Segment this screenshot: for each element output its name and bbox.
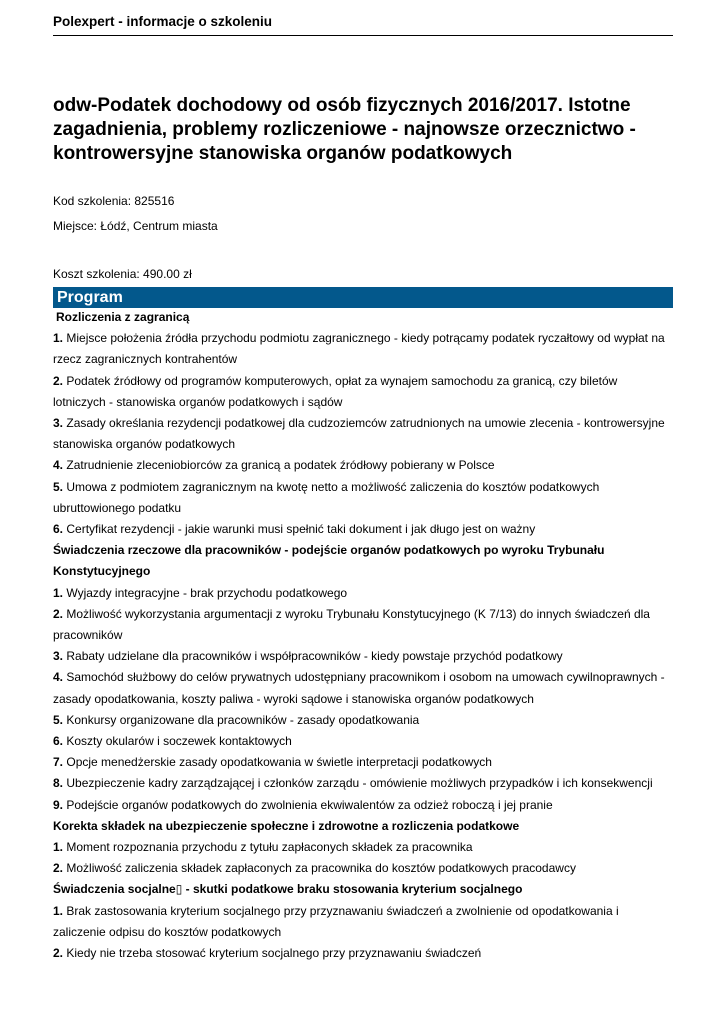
item-number: 2. [53,606,64,621]
item-number: 6. [53,734,64,749]
list-item [53,667,673,709]
item-text: Kiedy nie trzeba stosować kryterium socjalnego przy przyznawaniu świadczeń [66,946,482,961]
list-item [53,901,673,943]
list-item [53,413,673,455]
course-cost: Koszt szkolenia: 490.00 zł [53,267,192,281]
item-text: Zasady określania rezydencji podatkowej dla cudzoziemców zatrudnionych na umowie zlecenia - kontrowersyjne stanowiska organów podatkowych [53,416,665,452]
item-text: Opcje menedżerskie zasady opodatkowania w świetle interpretacji podatkowych [66,755,492,770]
list-item [53,371,673,413]
list-item [53,710,673,731]
item-text: Certyfikat rezydencji - jakie warunki musi spełnić taki dokument i jak długo jest on ważny [66,522,536,537]
item-number: 1. [53,903,64,918]
item-number: 6. [53,522,64,537]
item-text: Wyjazdy integracyjne - brak przychodu podatkowego [66,585,348,600]
header-divider [53,35,673,36]
item-text: Podejście organów podatkowych do zwolnienia ekwiwalentów za odzież roboczą i jej pranie [66,797,553,812]
course-title: odw-Podatek dochodowy od osób fizycznych 2016/2017. Istotne zagadnienia, problemy rozliczeniowe - najnowsze orzecznictwo - kontrowersyjne stanowiska organów podatkowych [53,95,636,164]
list-item [53,646,673,667]
item-number: 4. [53,458,64,473]
item-number: 5. [53,712,64,727]
section-heading: Rozliczenia z zagranicą [56,310,190,324]
item-number: 2. [53,861,64,876]
item-number: 2. [53,373,64,388]
list-item [53,773,673,794]
section-heading: Świadczenia socjalne▯ - skutki podatkowe braku stosowania kryterium socjalnego [53,882,523,897]
item-text: Możliwość wykorzystania argumentacji z wyroku Trybunału Konstytucyjnego (K 7/13) do innych świadczeń dla pracowników [53,606,650,643]
item-text: Moment rozpoznania przychodu z tytułu zapłaconych składek za pracownika [66,840,473,855]
list-item [53,328,673,370]
item-number: 9. [53,797,64,812]
item-text: Ubezpieczenie kadry zarządzającej i członków zarządu - omówienie możliwych przypadków i ich konsekwencji [66,776,653,791]
list-item [53,731,673,752]
list-item [53,455,673,476]
item-number: 5. [53,479,64,494]
item-text: Koszty okularów i soczewek kontaktowych [66,734,292,749]
list-item [53,519,673,540]
list-item [53,795,673,816]
item-number: 7. [53,755,64,770]
section-heading: Korekta składek na ubezpieczenie społeczne i zdrowotne a rozliczenia podatkowe [53,818,520,833]
list-item [53,604,673,646]
item-number: 3. [53,416,64,431]
item-text: Rabaty udzielane dla pracowników i współpracowników - kiedy powstaje przychód podatkowy [66,649,563,664]
program-content [53,307,673,964]
item-text: Samochód służbowy do celów prywatnych udostępniany pracownikom i osobom na umowach cywilnoprawnych - zasady opodatkowania, koszty paliwa - wyroki sądowe i stanowiska organów podatkowych [53,670,665,706]
program-header-bar [53,287,673,308]
list-item [53,583,673,604]
item-number: 8. [53,776,64,791]
course-place: Miejsce: Łódź, Centrum miasta [53,219,218,233]
list-item [53,837,673,858]
item-text: Brak zastosowania kryterium socjalnego przy przyznawaniu świadczeń a zwolnienie od opodatkowania i zaliczenie odpisu do kosztów podatkowych [53,903,619,939]
item-text: Umowa z podmiotem zagranicznym na kwotę netto a możliwość zaliczenia do kosztów podatkowych ubruttowionego podatku [53,479,600,515]
course-code: Kod szkolenia: 825516 [53,194,175,208]
item-text: Zatrudnienie zleceniobiorców za granicą a podatek źródłowy pobierany w Polsce [66,458,495,473]
list-item [53,943,673,964]
item-text: Podatek źródłowy od programów komputerowych, opłat za wynajem samochodu za granicą, czy biletów lotniczych - stanowiska organów podatkowych i sądów [53,373,618,409]
list-item [53,477,673,519]
header-title: Polexpert - informacje o szkoleniu [53,14,273,29]
item-number: 3. [53,649,64,664]
section-heading: Świadczenia rzeczowe dla pracowników - podejście organów podatkowych po wyroku Trybunału Konstytucyjnego [53,543,605,579]
item-number: 2. [53,946,64,961]
item-number: 1. [53,840,64,855]
item-number: 1. [53,585,64,600]
list-item [53,858,673,879]
item-number: 4. [53,670,64,685]
item-text: Możliwość zaliczenia składek zapłaconych za pracownika do kosztów podatkowych pracodawcy [66,861,576,876]
item-text: Konkursy organizowane dla pracowników - zasady opodatkowania [66,712,420,727]
list-item [53,752,673,773]
item-number: 1. [53,331,64,346]
program-heading: Program [57,289,123,306]
item-text: Miejsce położenia źródła przychodu podmiotu zagranicznego - kiedy potrącamy podatek ryczałtowy od wypłat na rzecz zagranicznych kontrahentów [53,331,665,367]
